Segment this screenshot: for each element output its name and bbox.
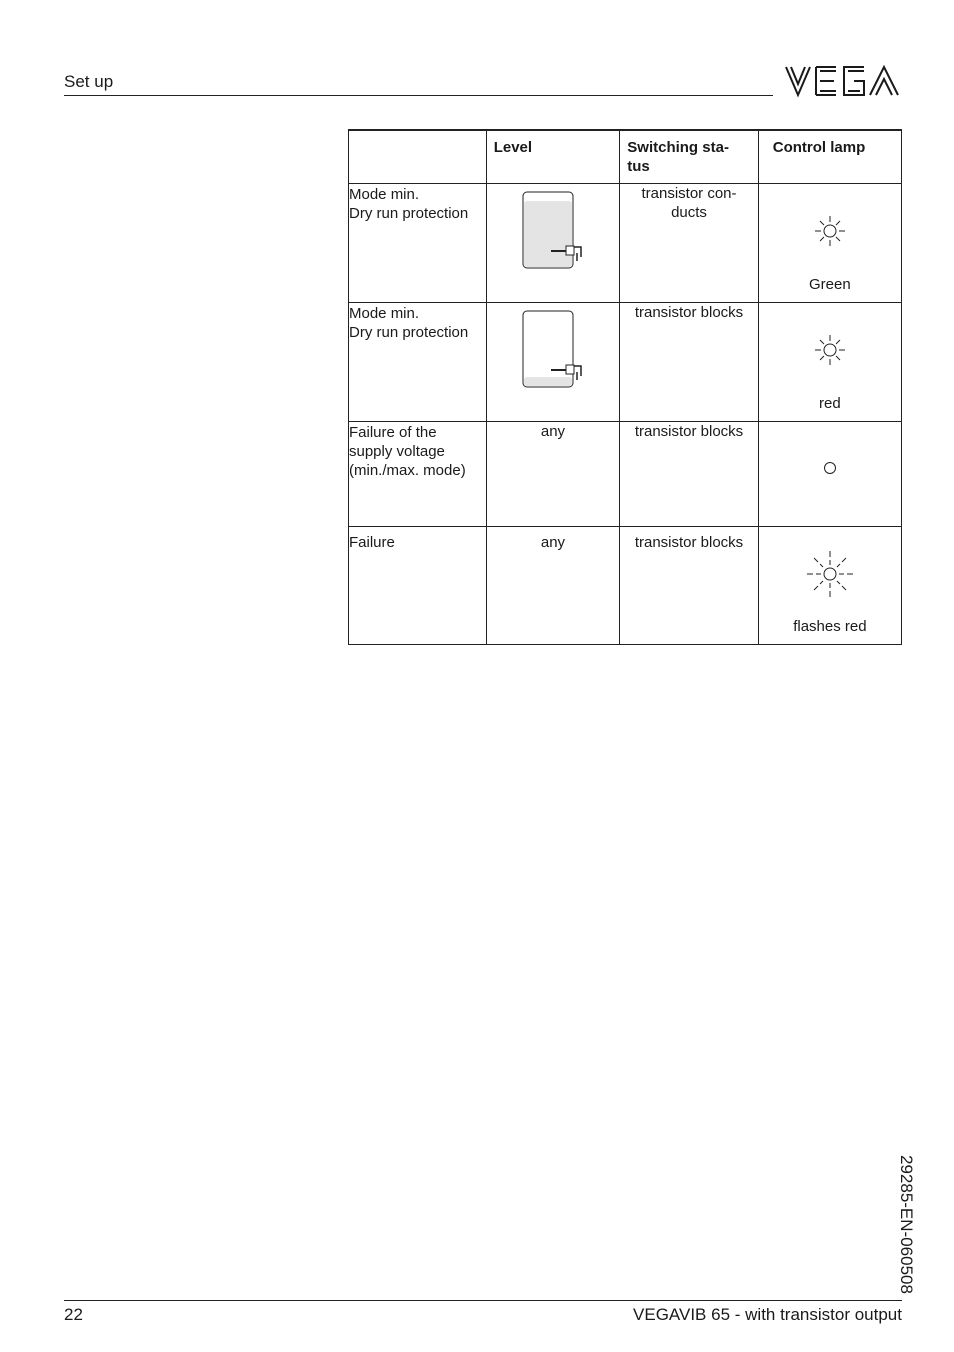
tank-empty-icon bbox=[521, 310, 591, 390]
table-row bbox=[349, 527, 902, 645]
footer-product-title: VEGAVIB 65 - with transistor output bbox=[633, 1305, 902, 1324]
table-row bbox=[349, 184, 902, 303]
header-rule bbox=[64, 95, 773, 96]
mode-cell: Mode min. Dry run protection bbox=[349, 184, 487, 303]
lamp-on-icon bbox=[813, 214, 847, 248]
column-header-control-lamp: Control lamp bbox=[758, 130, 901, 184]
page-number: 22 bbox=[64, 1305, 83, 1324]
lamp-label: red bbox=[819, 395, 841, 412]
column-header-mode bbox=[349, 130, 487, 184]
section-title: Set up bbox=[64, 72, 114, 91]
lamp-label: Green bbox=[809, 276, 851, 293]
column-header-switching: Switching sta- tus bbox=[620, 130, 758, 184]
control-lamp-cell bbox=[758, 184, 901, 303]
level-cell: any bbox=[486, 422, 620, 527]
mode-cell: Failure bbox=[349, 527, 487, 645]
vega-logo bbox=[784, 64, 902, 98]
lamp-label: flashes red bbox=[793, 618, 867, 635]
footer-rule bbox=[64, 1300, 902, 1301]
table-row bbox=[349, 303, 902, 422]
mode-cell: Failure of the supply voltage (min./max. mode) bbox=[349, 422, 487, 527]
tank-full-icon bbox=[521, 191, 591, 271]
control-lamp-cell bbox=[758, 303, 901, 422]
document-code: 29285-EN-060508 bbox=[897, 1155, 916, 1294]
table-row bbox=[349, 422, 902, 527]
table-header-row bbox=[349, 130, 902, 184]
column-header-level: Level bbox=[486, 130, 620, 184]
lamp-flashing-icon bbox=[805, 549, 855, 599]
lamp-off-icon bbox=[822, 460, 838, 476]
lamp-on-icon bbox=[813, 333, 847, 367]
switching-cell: transistor blocks bbox=[620, 527, 758, 645]
switching-cell: transistor blocks bbox=[620, 303, 758, 422]
switching-cell: transistor con- ducts bbox=[620, 184, 758, 303]
control-lamp-cell bbox=[758, 527, 901, 645]
control-lamp-cell bbox=[758, 422, 901, 527]
level-cell: any bbox=[486, 527, 620, 645]
level-cell bbox=[486, 303, 620, 422]
mode-cell: Mode min. Dry run protection bbox=[349, 303, 487, 422]
level-cell bbox=[486, 184, 620, 303]
status-table bbox=[348, 129, 902, 645]
switching-cell: transistor blocks bbox=[620, 422, 758, 527]
